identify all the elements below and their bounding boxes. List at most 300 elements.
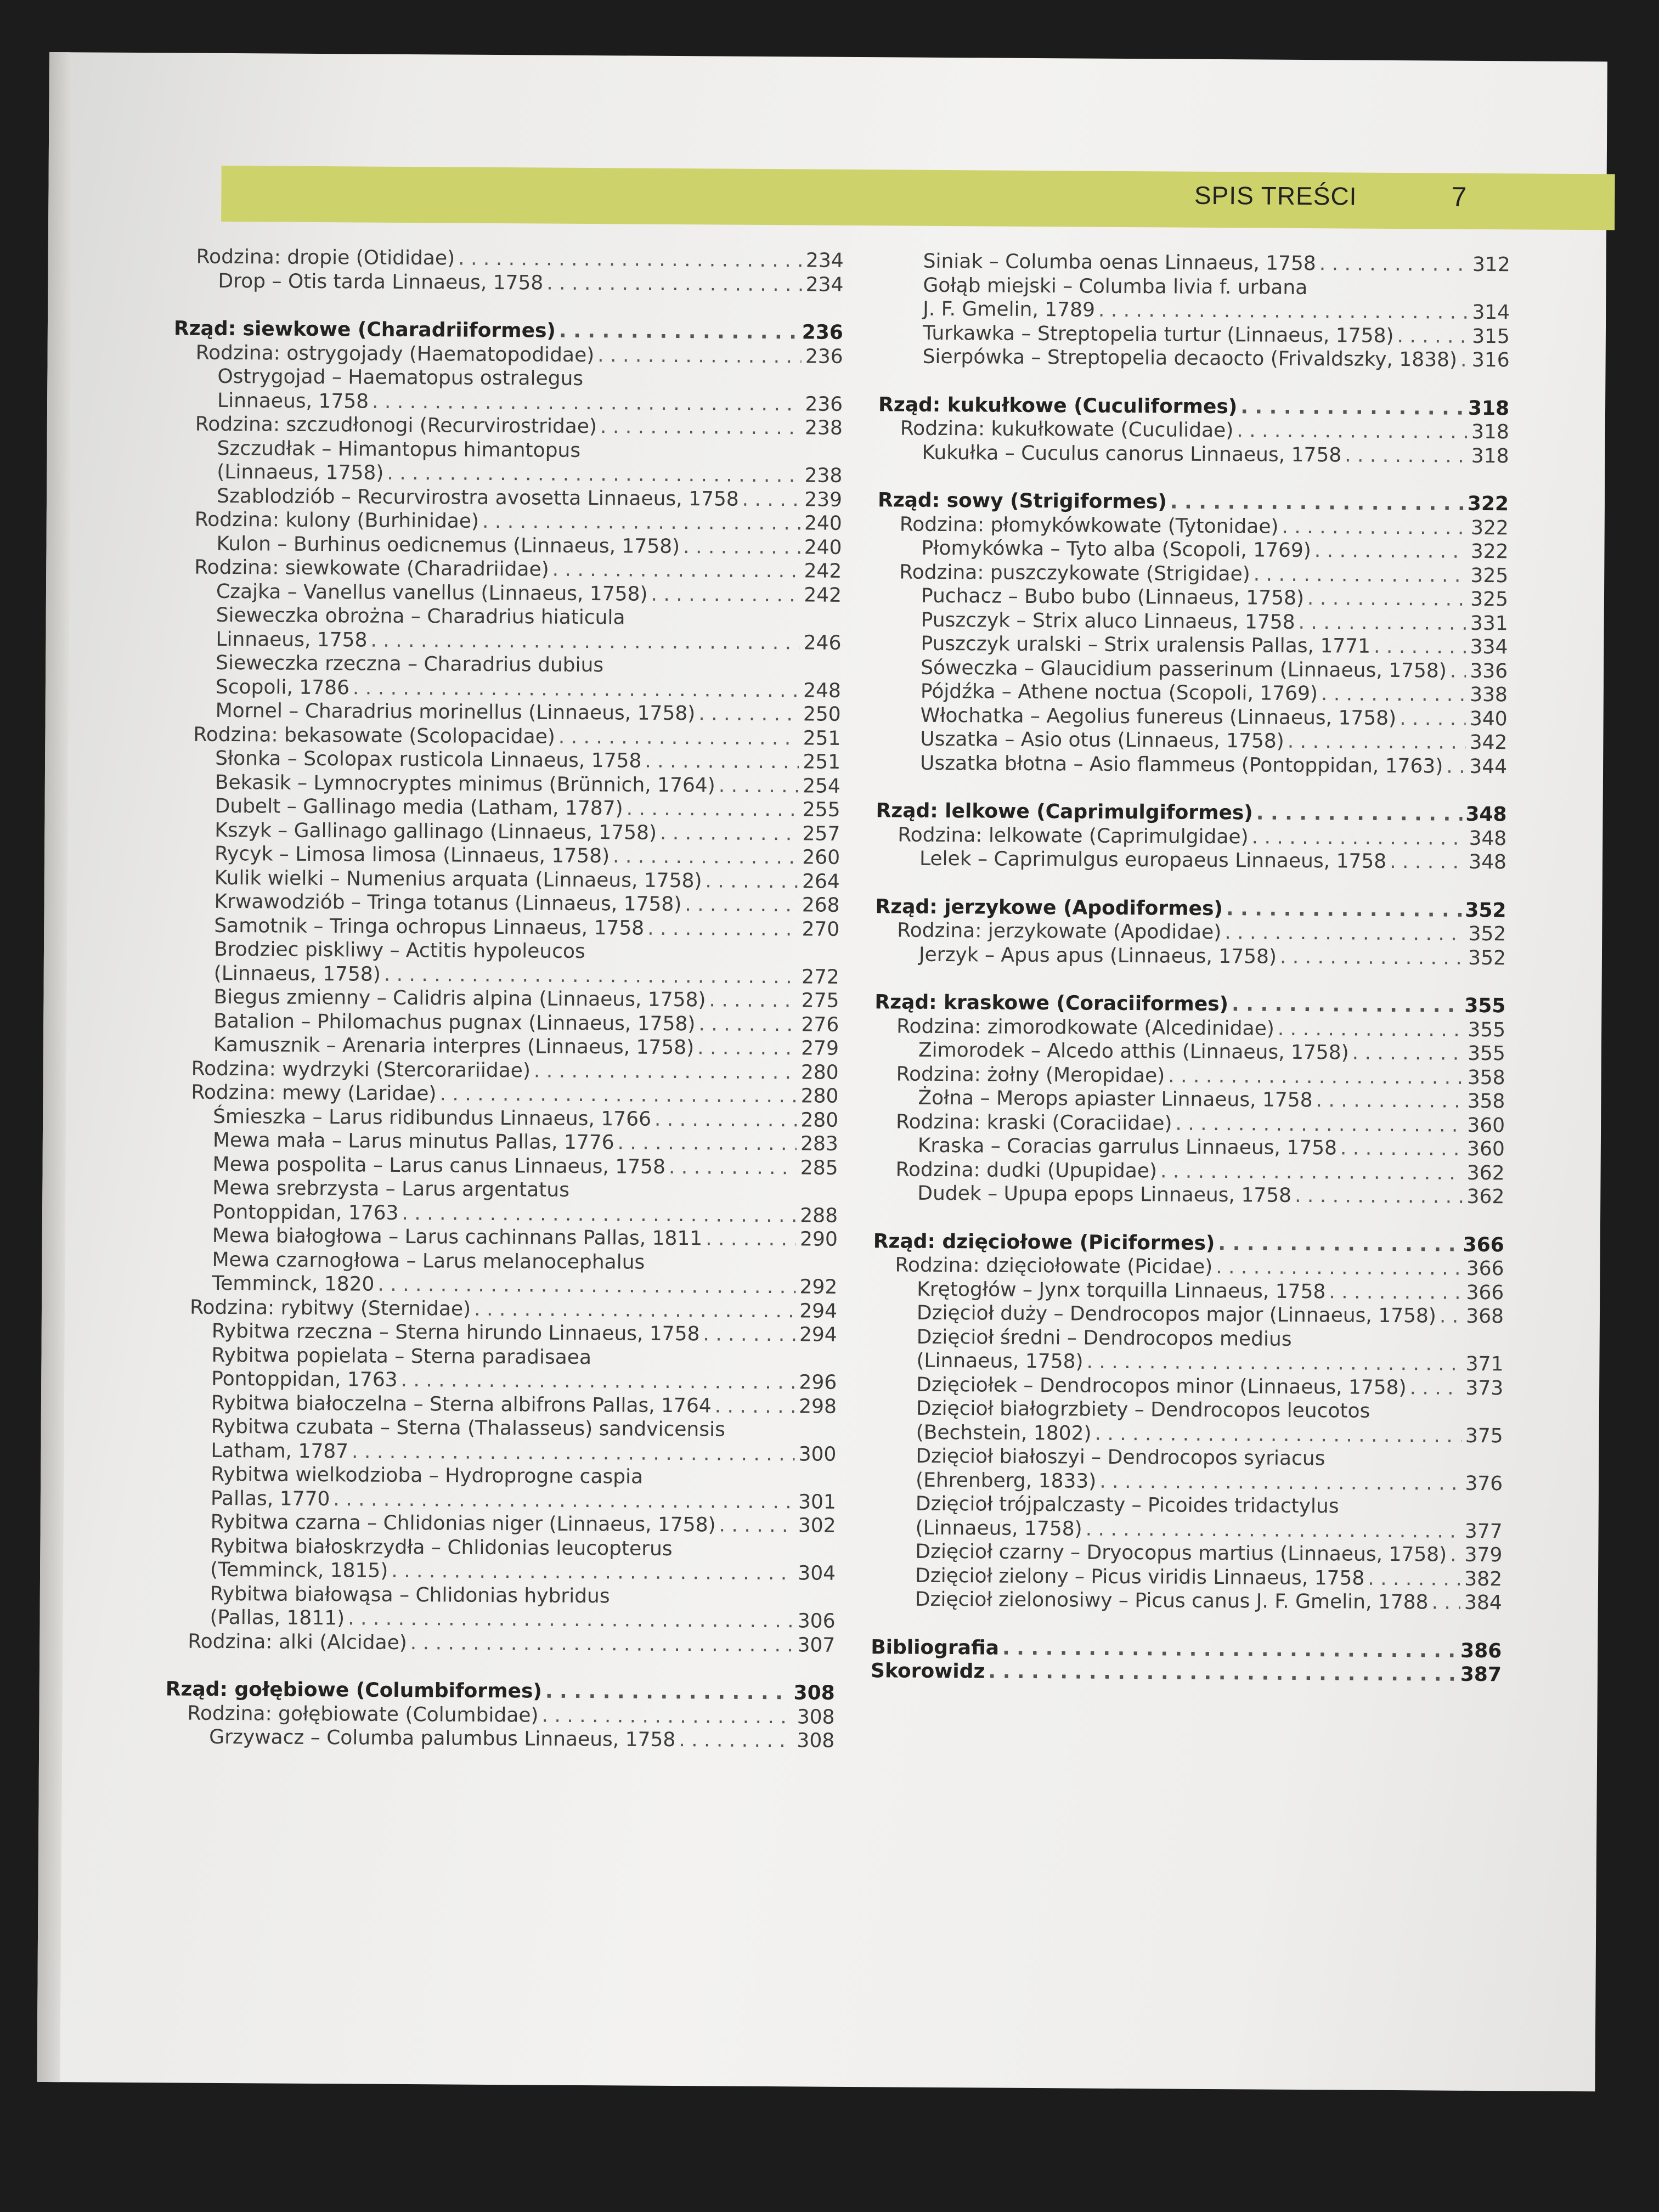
toc-entry-title: Krętogłów – Jynx torquilla Linnaeus, 1758 xyxy=(917,1278,1326,1303)
toc-entry[interactable] xyxy=(165,1725,834,1753)
section-gap xyxy=(878,464,1509,492)
toc-entry-page: 283 xyxy=(800,1132,838,1155)
toc-entry[interactable] xyxy=(170,889,839,917)
toc-entry[interactable] xyxy=(168,1319,837,1347)
toc-entry-page: 379 xyxy=(1464,1543,1503,1567)
toc-entry[interactable] xyxy=(873,1277,1504,1305)
toc-entry-title: Samotnik – Tringa ochropus Linnaeus, 1758 xyxy=(214,914,645,940)
toc-entry-page: 366 xyxy=(1466,1281,1504,1304)
section-gap xyxy=(166,1653,835,1681)
toc-entry-page: 285 xyxy=(800,1156,838,1180)
dot-leader xyxy=(402,1201,796,1227)
toc-entry[interactable] xyxy=(876,727,1507,755)
toc-entry[interactable] xyxy=(877,679,1508,707)
dot-leader xyxy=(627,797,799,821)
toc-entry-page: 301 xyxy=(798,1490,837,1514)
toc-entry-title: (Linnaeus, 1758) xyxy=(213,962,381,986)
dot-leader xyxy=(1160,1159,1463,1185)
toc-entry-title: Jerzyk – Apus apus (Linnaeus, 1758) xyxy=(918,943,1277,968)
dot-leader xyxy=(1329,1280,1462,1305)
toc-entry-page: 366 xyxy=(1463,1233,1504,1256)
dot-leader xyxy=(552,558,800,583)
toc-entry-title: (Bechstein, 1802) xyxy=(916,1421,1092,1445)
toc-entry-page: 368 xyxy=(1466,1305,1504,1328)
toc-entry[interactable] xyxy=(171,723,840,751)
toc-section-heading[interactable] xyxy=(876,799,1506,827)
toc-entry[interactable] xyxy=(173,507,842,535)
toc-entry[interactable] xyxy=(872,1420,1503,1448)
toc-entry-title: Rząd: dzięciołowe (Piciformes) xyxy=(873,1229,1215,1255)
toc-entry[interactable] xyxy=(170,1057,839,1085)
toc-entry-title: Puszczyk – Strix aluco Linnaeus, 1758 xyxy=(921,608,1295,634)
toc-entry-page: 280 xyxy=(800,1060,839,1084)
toc-entry-page: 300 xyxy=(798,1442,837,1466)
toc-entry-title: Zimorodek – Alcedo atthis (Linnaeus, 1758) xyxy=(918,1039,1349,1064)
dot-leader xyxy=(559,319,799,345)
toc-entry[interactable] xyxy=(877,608,1508,636)
dot-leader xyxy=(1450,659,1466,683)
toc-entry[interactable] xyxy=(174,269,843,297)
toc-entry[interactable] xyxy=(877,584,1508,612)
toc-entry-page: 322 xyxy=(1470,540,1509,563)
toc-section-heading[interactable] xyxy=(871,1635,1502,1663)
toc-entry-page: 246 xyxy=(803,631,842,654)
toc-section-heading[interactable] xyxy=(166,1677,835,1705)
toc-entry[interactable] xyxy=(876,847,1506,874)
toc-entry-title: Rodzina: zimorodkowate (Alcedinidae) xyxy=(896,1014,1274,1040)
toc-entry[interactable] xyxy=(173,388,843,416)
dot-leader xyxy=(1307,586,1466,611)
toc-entry-title: Sierpówka – Streptopelia decaocto (Frivaldszky, 1838) xyxy=(922,345,1458,371)
toc-entry[interactable] xyxy=(879,249,1510,277)
toc-entry[interactable] xyxy=(872,1468,1503,1496)
toc-entry[interactable] xyxy=(168,1295,837,1323)
dot-leader xyxy=(1440,1305,1462,1329)
toc-entry-page: 234 xyxy=(805,249,844,272)
dot-leader xyxy=(372,390,801,416)
toc-entry-title: (Linnaeus, 1758) xyxy=(916,1349,1084,1373)
dot-leader xyxy=(706,1227,796,1251)
dot-leader xyxy=(1409,1376,1462,1400)
dot-leader xyxy=(1319,252,1469,276)
toc-entry[interactable] xyxy=(172,698,841,726)
toc-entry-continuation: Dzięcioł białogrzbiety – Dendrocopos leucotos xyxy=(916,1397,1370,1423)
toc-entry-title: Dzięcioł duży – Dendrocopos major (Linnaeus, 1758) xyxy=(916,1301,1437,1328)
toc-entry-title: Bibliografia xyxy=(871,1635,1000,1660)
toc-entry[interactable] xyxy=(171,770,840,798)
toc-entry-page: 366 xyxy=(1466,1257,1504,1280)
dot-leader xyxy=(458,247,802,273)
toc-entry-page: 280 xyxy=(800,1108,839,1132)
toc-entry-title: Rycyk – Limosa limosa (Linnaeus, 1758) xyxy=(214,842,610,868)
dot-leader xyxy=(1352,1041,1464,1066)
toc-entry-title: Śmieszka – Larus ridibundus Linnaeus, 1766 xyxy=(213,1105,652,1131)
toc-entry[interactable] xyxy=(875,943,1506,970)
toc-entry-title: Rodzina: jerzykowate (Apodidae) xyxy=(897,919,1222,944)
toc-entry[interactable] xyxy=(878,441,1509,469)
dot-leader xyxy=(654,1107,797,1132)
toc-section-heading[interactable] xyxy=(871,1659,1502,1687)
toc-entry-page: 348 xyxy=(1469,827,1507,850)
toc-entry-title: Uszatka błotna – Asio flammeus (Pontoppidan, 1763) xyxy=(919,752,1443,778)
toc-entry[interactable] xyxy=(877,703,1508,731)
toc-entry-title: Rybitwa rzeczna – Sterna hirundo Linnaeus, 1758 xyxy=(211,1319,700,1346)
toc-entry-title: (Temminck, 1815) xyxy=(210,1558,388,1582)
toc-entry-page: 342 xyxy=(1469,731,1508,754)
toc-entry-page: 236 xyxy=(802,321,844,344)
toc-entry-title: Rodzina: gołębiowate (Columbidae) xyxy=(187,1702,539,1727)
toc-entry-title: Pontoppidan, 1763 xyxy=(211,1367,398,1391)
dot-leader xyxy=(377,1273,795,1299)
toc-entry-title: Żołna – Merops apiaster Linnaeus, 1758 xyxy=(918,1086,1313,1112)
toc-entry[interactable] xyxy=(874,1133,1505,1161)
toc-entry[interactable] xyxy=(173,460,842,488)
dot-leader xyxy=(387,461,800,488)
toc-entry[interactable] xyxy=(168,1223,838,1251)
dot-leader xyxy=(1086,1517,1461,1543)
toc-entry[interactable] xyxy=(878,416,1509,444)
dot-leader xyxy=(1450,1543,1460,1567)
toc-entry[interactable] xyxy=(170,913,839,941)
toc-entry[interactable] xyxy=(171,842,840,870)
dot-leader xyxy=(541,1703,793,1729)
toc-entry-page: 298 xyxy=(799,1395,837,1418)
toc-entry-page: 360 xyxy=(1467,1114,1505,1137)
toc-entry-title: Czajka – Vanellus vanellus (Linnaeus, 1758) xyxy=(216,580,648,606)
toc-entry-page: 373 xyxy=(1465,1376,1504,1400)
toc-entry-page: 302 xyxy=(798,1514,836,1537)
toc-entry-title: Rodzina: bekasowate (Scolopacidae) xyxy=(193,723,555,748)
toc-entry[interactable] xyxy=(170,985,839,1013)
toc-entry-title: Rodzina: kukułkowate (Cuculidae) xyxy=(900,417,1234,442)
toc-entry[interactable] xyxy=(172,532,842,560)
toc-entry-title: Płomykówka – Tyto alba (Scopoli, 1769) xyxy=(921,537,1311,562)
toc-entry[interactable] xyxy=(877,536,1508,564)
toc-entry-title: Batalion – Philomachus pugnax (Linnaeus, 1758) xyxy=(213,1009,696,1035)
toc-entry-title: Rząd: gołębiowe (Columbiformes) xyxy=(165,1678,543,1703)
dot-leader xyxy=(439,1082,797,1108)
toc-entry[interactable] xyxy=(168,1271,837,1299)
toc-entry[interactable] xyxy=(871,1539,1502,1567)
toc-entry[interactable] xyxy=(172,555,842,583)
dot-leader xyxy=(613,844,798,870)
dot-leader xyxy=(1237,419,1468,444)
toc-entry-title: Rodzina: mewy (Laridae) xyxy=(191,1081,437,1105)
toc-entry[interactable] xyxy=(165,1701,834,1729)
toc-entry-continuation: Dzięcioł trójpalczasty – Picoides tridactylus xyxy=(915,1492,1339,1518)
dot-leader xyxy=(600,415,801,440)
toc-entry[interactable] xyxy=(172,627,841,655)
toc-entry-title: Sóweczka – Glaucidium passerinum (Linnaeus, 1758) xyxy=(921,656,1447,682)
toc-entry-title: Rybitwa czarna – Chlidonias niger (Linnaeus, 1758) xyxy=(210,1510,716,1537)
dot-leader xyxy=(1278,1017,1464,1042)
toc-entry[interactable] xyxy=(871,1564,1502,1592)
toc-entry[interactable] xyxy=(877,631,1508,659)
toc-entry[interactable] xyxy=(876,751,1507,779)
toc-entry[interactable] xyxy=(169,1104,838,1132)
toc-entry-page: 251 xyxy=(803,751,841,774)
dot-leader xyxy=(1446,754,1465,778)
toc-entry[interactable] xyxy=(167,1367,837,1395)
dot-leader xyxy=(546,271,802,296)
toc-section-heading[interactable] xyxy=(878,488,1509,516)
toc-entry-page: 236 xyxy=(805,392,843,416)
toc-entry[interactable] xyxy=(167,1510,836,1538)
header-band xyxy=(221,166,1615,230)
toc-entry[interactable] xyxy=(876,823,1506,851)
dot-leader xyxy=(410,1631,794,1657)
dot-leader xyxy=(333,1487,794,1514)
toc-entry-title: Rodzina: siewkowate (Charadriidae) xyxy=(194,556,549,581)
toc-entry-title: Słonka – Scolopax rusticola Linnaeus, 1758 xyxy=(215,747,642,772)
toc-entry-page: 308 xyxy=(793,1681,835,1705)
dot-leader xyxy=(384,962,798,989)
dot-leader xyxy=(1340,1136,1463,1161)
toc-entry-title: (Ehrenberg, 1833) xyxy=(916,1469,1097,1493)
toc-entry-title: Dzięcioł czarny – Dryocopus martius (Linnaeus, 1758) xyxy=(915,1540,1447,1566)
toc-entry[interactable] xyxy=(874,1014,1505,1042)
toc-entry[interactable] xyxy=(879,345,1510,373)
dot-leader xyxy=(1374,635,1466,659)
toc-entry-title: Kamusznik – Arenaria interpres (Linnaeus, 1758) xyxy=(213,1033,695,1059)
toc-entry[interactable] xyxy=(169,1128,838,1156)
toc-entry-title: Pójdźka – Athene noctua (Scopoli, 1769) xyxy=(920,680,1318,706)
toc-entry[interactable] xyxy=(872,1348,1503,1376)
toc-entry[interactable] xyxy=(171,746,840,774)
toc-entry-page: 338 xyxy=(1470,683,1508,707)
toc-entry[interactable] xyxy=(168,1152,838,1180)
toc-entry[interactable] xyxy=(167,1391,837,1419)
toc-entry-page: 360 xyxy=(1466,1137,1505,1161)
dot-leader xyxy=(1280,945,1464,970)
toc-entry-title: Rząd: sowy (Strigiformes) xyxy=(877,489,1167,514)
toc-entry[interactable] xyxy=(170,1009,839,1037)
toc-entry-title: Kulon – Burhinus oedicnemus (Linnaeus, 1758) xyxy=(216,532,680,558)
toc-entry-page: 248 xyxy=(803,679,842,702)
toc-entry[interactable] xyxy=(171,818,840,846)
toc-entry[interactable] xyxy=(167,1438,836,1466)
toc-entry-page: 387 xyxy=(1460,1663,1502,1686)
toc-section-heading[interactable] xyxy=(874,990,1505,1018)
toc-entry[interactable] xyxy=(874,1038,1505,1066)
toc-entry-page: 316 xyxy=(1471,348,1510,372)
toc-entry-title: Bekasik – Lymnocryptes minimus (Brünnich, 1764) xyxy=(215,771,715,797)
toc-entry[interactable] xyxy=(172,675,841,703)
toc-entry-page: 292 xyxy=(799,1276,838,1299)
toc-entry[interactable] xyxy=(167,1486,836,1514)
toc-entry-page: 322 xyxy=(1467,492,1509,516)
toc-entry[interactable] xyxy=(171,794,840,822)
toc-entry[interactable] xyxy=(171,866,840,894)
toc-entry-page: 318 xyxy=(1468,397,1510,420)
toc-entry-page: 340 xyxy=(1469,707,1508,730)
toc-entry-title: Latham, 1787 xyxy=(211,1439,349,1463)
toc-entry-title: Włochatka – Aegolius funereus (Linnaeus, 1758) xyxy=(920,704,1397,730)
toc-entry-page: 307 xyxy=(797,1633,836,1657)
toc-entry-title: Rodzina: wydrzyki (Stercorariidae) xyxy=(191,1057,531,1082)
toc-entry-title: (Linnaeus, 1758) xyxy=(915,1516,1082,1541)
toc-entry[interactable] xyxy=(170,961,839,989)
toc-section-heading[interactable] xyxy=(873,1229,1504,1257)
toc-entry[interactable] xyxy=(166,1605,835,1633)
toc-entry-page: 331 xyxy=(1470,612,1508,635)
dot-leader xyxy=(1218,1232,1459,1257)
dot-leader xyxy=(1345,443,1468,468)
toc-entry[interactable] xyxy=(174,341,843,369)
toc-entry-title: Szablodziób – Recurvirostra avosetta Linnaeus, 1758 xyxy=(216,484,739,511)
toc-entry[interactable] xyxy=(169,1080,838,1108)
toc-section-heading[interactable] xyxy=(878,393,1509,421)
page-number: 7 xyxy=(1451,181,1467,212)
toc-entry[interactable] xyxy=(173,412,843,440)
toc-entry-title: Dubelt – Gallinago media (Latham, 1787) xyxy=(215,794,623,820)
toc-entry[interactable] xyxy=(879,297,1510,325)
dot-leader xyxy=(709,988,797,1012)
toc-entry-page: 352 xyxy=(1468,946,1506,969)
section-gap xyxy=(876,775,1507,803)
dot-leader xyxy=(1175,1111,1463,1137)
toc-entry[interactable] xyxy=(877,656,1508,684)
toc-entry-title: Rodzina: rybitwy (Sternidae) xyxy=(189,1296,471,1321)
section-gap xyxy=(174,292,843,320)
dot-leader xyxy=(348,1606,794,1633)
toc-entry-page: 304 xyxy=(798,1562,836,1585)
toc-entry-page: 234 xyxy=(805,273,844,296)
toc-entry-page: 242 xyxy=(804,560,842,583)
dot-leader xyxy=(1460,348,1468,373)
toc-entry-title: Linnaeus, 1758 xyxy=(216,628,368,652)
toc-entry-page: 336 xyxy=(1470,659,1508,682)
toc-entry[interactable] xyxy=(875,918,1506,946)
toc-entry-continuation: Dzięcioł białoszyi – Dendrocopos syriacus xyxy=(916,1444,1325,1470)
dot-leader xyxy=(474,1297,795,1323)
toc-entry-title: Rodzina: dudki (Upupidae) xyxy=(895,1158,1158,1182)
toc-entry-page: 238 xyxy=(804,464,843,487)
toc-entry-title: (Linnaeus, 1758) xyxy=(217,460,384,484)
toc-entry[interactable] xyxy=(871,1516,1502,1544)
toc-entry[interactable] xyxy=(878,512,1509,540)
dot-leader xyxy=(1254,562,1467,588)
dot-leader xyxy=(660,821,799,845)
dot-leader xyxy=(1240,395,1465,420)
toc-entry-page: 348 xyxy=(1469,850,1507,874)
toc-entry-title: Scopoli, 1786 xyxy=(215,675,350,699)
toc-entry-title: Pontoppidan, 1763 xyxy=(212,1200,399,1224)
dot-leader xyxy=(370,628,799,654)
toc-section-heading[interactable] xyxy=(174,317,843,345)
toc-entry[interactable] xyxy=(873,1158,1504,1186)
dot-leader xyxy=(698,702,799,726)
toc-entry[interactable] xyxy=(872,1373,1503,1401)
toc-entry-title: (Pallas, 1811) xyxy=(210,1606,345,1630)
toc-entry[interactable] xyxy=(172,579,842,607)
toc-entry-title: Mewa mała – Larus minutus Pallas, 1776 xyxy=(212,1128,614,1154)
dot-leader xyxy=(1086,1350,1462,1376)
toc-entry-title: Rząd: kraskowe (Coraciiformes) xyxy=(874,991,1229,1016)
toc-entry[interactable] xyxy=(873,1181,1504,1209)
toc-entry-continuation: Ostrygojad – Haematopus ostralegus xyxy=(217,365,584,390)
toc-entry-page: 270 xyxy=(802,917,840,941)
toc-entry-page: 334 xyxy=(1470,635,1508,659)
toc-entry-continuation: Mewa czarnogłowa – Larus melanocephalus xyxy=(212,1248,645,1274)
toc-entry[interactable] xyxy=(168,1200,838,1228)
toc-entry-title: Rodzina: płomykówkowate (Tytonidae) xyxy=(899,512,1279,538)
dot-leader xyxy=(597,343,802,369)
toc-entry[interactable] xyxy=(170,1032,839,1060)
toc-entry-page: 240 xyxy=(804,512,842,535)
toc-entry[interactable] xyxy=(873,1253,1504,1281)
toc-entry-page: 375 xyxy=(1465,1424,1503,1447)
toc-entry-title: Rodzina: dzięciołowate (Picidae) xyxy=(895,1254,1213,1278)
page-binding-edge xyxy=(37,52,72,2082)
dot-leader xyxy=(352,1440,795,1466)
toc-entry-title: Krwawodziób – Tringa totanus (Linnaeus, 1758) xyxy=(214,890,682,916)
toc-entry-page: 325 xyxy=(1470,564,1509,587)
toc-entry-page: 312 xyxy=(1472,253,1510,276)
dot-leader xyxy=(988,1660,1457,1687)
toc-entry-page: 296 xyxy=(799,1371,837,1394)
dot-leader xyxy=(1256,801,1463,826)
dot-leader xyxy=(1314,539,1467,563)
toc-entry-page: 355 xyxy=(1468,1042,1506,1065)
dot-leader xyxy=(703,1322,795,1347)
toc-entry-title: Turkawka – Streptopelia turtur (Linnaeus, 1758) xyxy=(922,321,1394,347)
toc-entry-title: Rodzina: dropie (Otididae) xyxy=(196,245,455,270)
toc-entry-continuation: Rybitwa białoskrzydła – Chlidonias leucopterus xyxy=(210,1534,673,1560)
toc-entry[interactable] xyxy=(874,1086,1505,1114)
toc-entry-title: Rodzina: alki (Alcidae) xyxy=(188,1630,407,1654)
toc-entry-page: 358 xyxy=(1467,1066,1505,1089)
toc-entry-page: 308 xyxy=(797,1729,835,1752)
toc-entry-title: Rodzina: lelkowate (Caprimulgidae) xyxy=(898,823,1249,848)
toc-entry[interactable] xyxy=(174,245,844,273)
dot-leader xyxy=(545,1680,791,1705)
toc-entry-page: 239 xyxy=(804,488,843,511)
toc-entry-title: Rodzina: ostrygojady (Haematopodidae) xyxy=(195,341,595,366)
toc-entry[interactable] xyxy=(874,1062,1505,1090)
toc-entry[interactable] xyxy=(166,1629,835,1657)
toc-section-heading[interactable] xyxy=(875,895,1506,923)
toc-entry-title: Temminck, 1820 xyxy=(212,1272,375,1296)
toc-entry[interactable] xyxy=(877,560,1508,588)
toc-entry[interactable] xyxy=(173,484,842,512)
toc-entry-page: 280 xyxy=(800,1085,839,1108)
dot-leader xyxy=(697,1036,797,1060)
toc-entry-title: Linnaeus, 1758 xyxy=(217,389,369,413)
toc-entry-title: Dzięcioł zielony – Picus viridis Linnaeus, 1758 xyxy=(915,1564,1365,1590)
toc-entry-title: Rodzina: kulony (Burhinidae) xyxy=(194,508,479,533)
toc-entry[interactable] xyxy=(874,1110,1505,1138)
toc-entry-title: Drop – Otis tarda Linnaeus, 1758 xyxy=(218,269,544,295)
dot-leader xyxy=(1431,1590,1460,1615)
toc-entry-page: 355 xyxy=(1464,994,1506,1018)
toc-entry-page: 294 xyxy=(799,1299,838,1323)
dot-leader xyxy=(742,487,801,511)
toc-entry[interactable] xyxy=(871,1587,1502,1615)
toc-entry[interactable] xyxy=(879,321,1510,349)
toc-entry[interactable] xyxy=(873,1301,1504,1329)
toc-entry-continuation: Gołąb miejski – Columba livia f. urbana xyxy=(923,274,1308,299)
dot-leader xyxy=(1098,298,1468,325)
toc-entry-page: 344 xyxy=(1469,755,1508,778)
dot-leader xyxy=(669,1155,797,1180)
toc-entry-title: Rząd: siewkowe (Charadriiformes) xyxy=(173,317,556,342)
dot-leader xyxy=(391,1559,794,1585)
dot-leader xyxy=(651,582,800,607)
dot-leader xyxy=(1226,897,1462,922)
toc-entry-page: 257 xyxy=(802,822,840,845)
toc-entry[interactable] xyxy=(166,1558,836,1585)
